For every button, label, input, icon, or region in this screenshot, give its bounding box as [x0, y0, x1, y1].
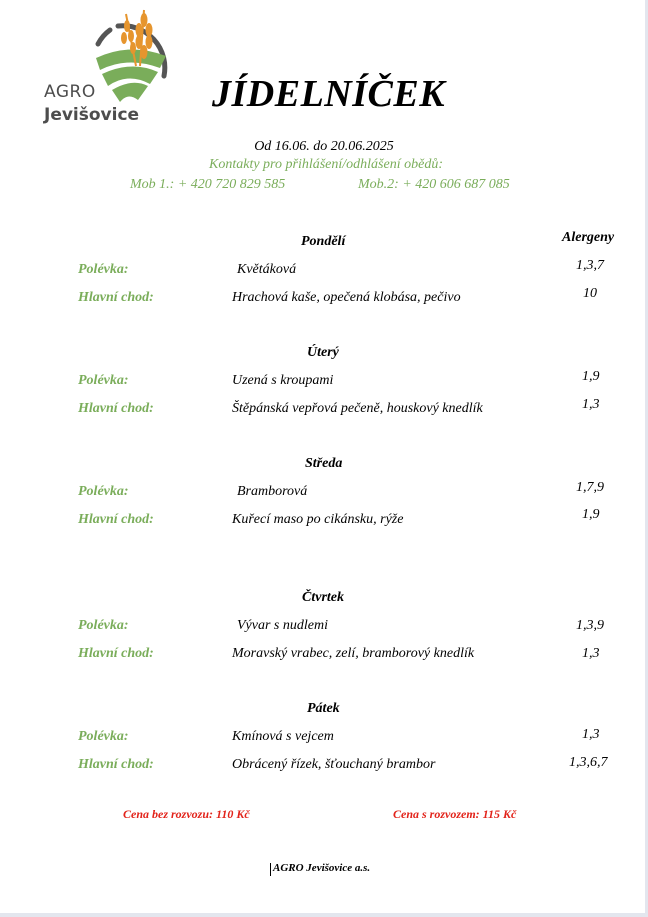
allergens-header: Alergeny [562, 230, 615, 245]
day-title-tuesday: Úterý [307, 345, 339, 360]
main-dish: Hrachová kaše, opečená klobása, pečivo [232, 290, 461, 305]
contact-mob1: Mob 1.: + 420 720 829 585 [130, 177, 286, 192]
soup-label: Polévka: [78, 262, 129, 277]
soup-allergens: 1,3 [582, 727, 600, 742]
soup-allergens: 1,9 [582, 369, 600, 384]
main-allergens: 1,9 [582, 507, 600, 522]
footer-company: AGRO Jevišovice a.s. [273, 862, 371, 874]
page-edge-bottom [0, 913, 648, 917]
price-without-delivery: Cena bez rozvozu: 110 Kč [123, 807, 250, 821]
main-allergens: 1,3 [582, 646, 600, 661]
soup-dish: Kmínová s vejcem [232, 729, 334, 744]
menu-period: Od 16.06. do 20.06.2025 [254, 139, 394, 154]
main-label: Hlavní chod: [78, 401, 154, 416]
soup-label: Polévka: [78, 484, 129, 499]
main-allergens: 1,3,6,7 [569, 755, 608, 770]
soup-dish: Vývar s nudlemi [237, 618, 328, 633]
soup-allergens: 1,3,7 [576, 258, 604, 273]
text-cursor [270, 863, 271, 876]
day-title-friday: Pátek [307, 701, 340, 716]
soup-label: Polévka: [78, 729, 129, 744]
logo-text-agro: AGRO [44, 82, 96, 102]
main-dish: Kuřecí maso po cikánsku, rýže [232, 512, 404, 527]
soup-allergens: 1,3,9 [576, 618, 604, 633]
main-allergens: 10 [583, 286, 597, 301]
day-title-wednesday: Středa [305, 456, 343, 471]
soup-dish: Uzená s kroupami [232, 373, 334, 388]
soup-dish: Květáková [237, 262, 297, 277]
soup-allergens: 1,7,9 [576, 480, 604, 495]
logo-text-town: Jevišovice [44, 105, 140, 125]
main-label: Hlavní chod: [78, 290, 154, 305]
contact-mob2: Mob.2: + 420 606 687 085 [358, 177, 510, 192]
contacts-label: Kontakty pro přihlášení/odhlášení obědů: [209, 157, 443, 172]
page-title: JÍDELNÍČEK [212, 73, 446, 115]
soup-dish: Bramborová [237, 484, 308, 499]
soup-label: Polévka: [78, 373, 129, 388]
main-label: Hlavní chod: [78, 757, 154, 772]
main-label: Hlavní chod: [78, 512, 154, 527]
price-with-delivery: Cena s rozvozem: 115 Kč [393, 807, 517, 821]
main-dish: Obrácený řízek, šťouchaný brambor [232, 757, 436, 772]
day-title-thursday: Čtvrtek [302, 590, 344, 605]
day-title-monday: Pondělí [301, 234, 346, 249]
main-dish: Moravský vrabec, zelí, bramborový knedlík [232, 646, 475, 661]
main-allergens: 1,3 [582, 397, 600, 412]
main-label: Hlavní chod: [78, 646, 154, 661]
agro-logo [40, 6, 180, 128]
main-dish: Štěpánská vepřová pečeně, houskový knedlík [232, 401, 483, 416]
soup-label: Polévka: [78, 618, 129, 633]
